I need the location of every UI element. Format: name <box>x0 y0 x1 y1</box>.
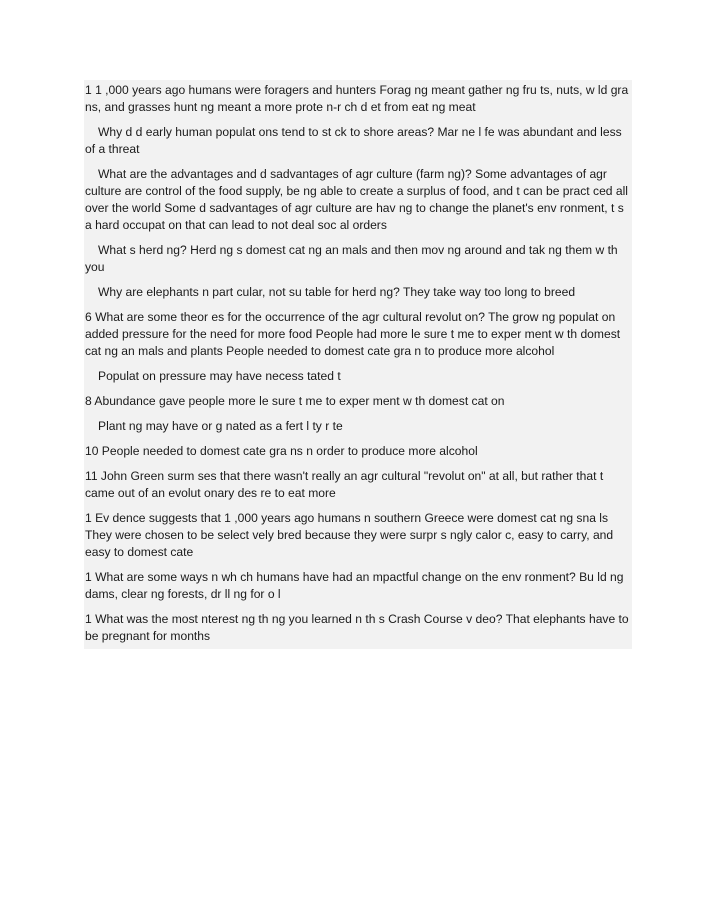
paragraph: Why are elephants n part cular, not su table for herd ng? They take way too long to breed <box>98 285 576 299</box>
paragraph: 1 Ev dence suggests that 1 ,000 years ago humans n southern Greece were domest cat ng sna ls They were chosen to be select vely bred because they were surpr s ngly calor c, easy to carry, and easy to domest cate <box>85 511 614 559</box>
paragraph: 8 Abundance gave people more le sure t me to exper ment w th domest cat on <box>85 394 505 408</box>
paragraph: Populat on pressure may have necess tated t <box>98 369 341 383</box>
paragraph: 11 John Green surm ses that there wasn't really an agr cultural "revolut on" at all, but rather that t came out of an evolut onary des re to eat more <box>85 469 604 500</box>
paragraph: 6 What are some theor es for the occurrence of the agr cultural revolut on? The grow ng populat on added pressure for the need for more food People had more le sure t me to exper ment w th domest cat ng an mals and plants People needed to domest cate gra n to produce more alcohol <box>85 310 621 358</box>
paragraph: What are the advantages and d sadvantages of agr culture (farm ng)? Some advantages of agr culture are control of the food supply, be ng able to create a surplus of food, and t can be pract ced all over the world Some d sadvantages of agr culture are hav ng to change the planet's env ronment, t s a hard occupat on that can lead to not deal soc al orders <box>85 167 628 232</box>
paragraph: What s herd ng? Herd ng s domest cat ng an mals and then mov ng around and tak ng them w th you <box>85 243 618 274</box>
paragraph: Why d d early human populat ons tend to st ck to shore areas? Mar ne l fe was abundant and less of a threat <box>85 125 622 156</box>
document-body <box>84 80 632 649</box>
paragraph: 1 What was the most nterest ng th ng you learned n th s Crash Course v deo? That elephants have to be pregnant for months <box>85 612 629 643</box>
paragraph: 10 People needed to domest cate gra ns n order to produce more alcohol <box>85 444 478 458</box>
paragraph: Plant ng may have or g nated as a fert l ty r te <box>98 419 343 433</box>
paragraph: 1 1 ,000 years ago humans were foragers and hunters Forag ng meant gather ng fru ts, nuts, w ld gra ns, and grasses hunt ng meant a more prote n-r ch d et from eat ng meat <box>85 83 629 114</box>
paragraph: 1 What are some ways n wh ch humans have had an mpactful change on the env ronment? Bu ld ng dams, clear ng forests, dr ll ng for o l <box>85 570 624 601</box>
